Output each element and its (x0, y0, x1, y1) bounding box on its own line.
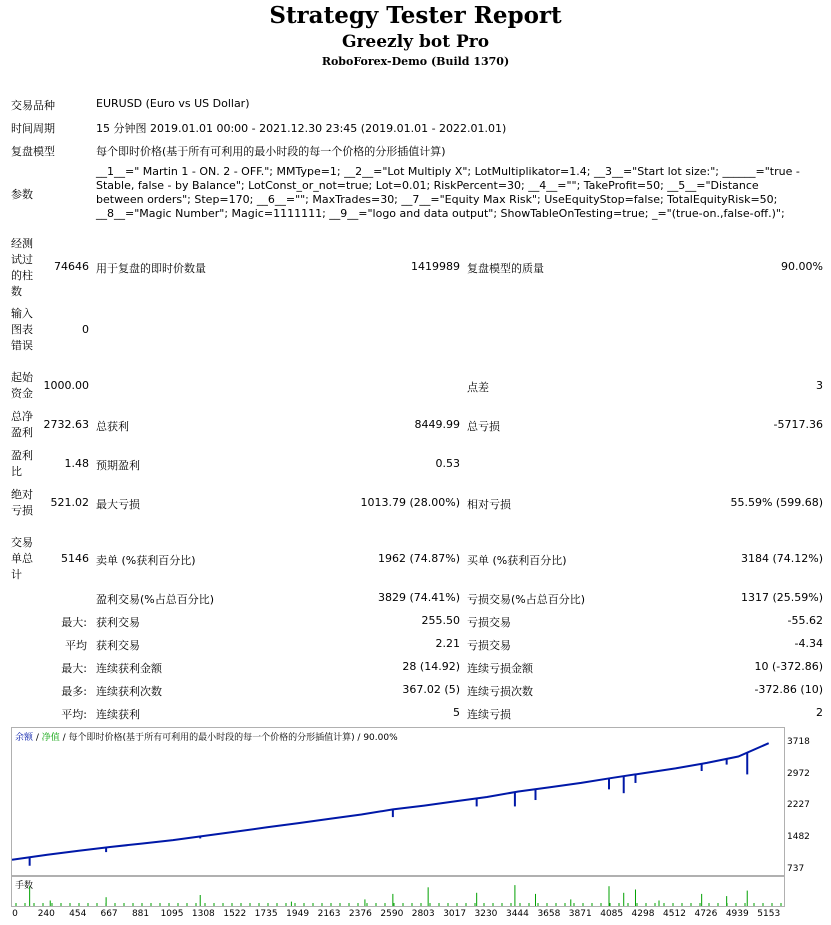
x-tick-12: 2590 (380, 909, 404, 919)
grossloss-value: -5717.36 (773, 418, 823, 431)
max-consec-wins-value: 28 (14.92) (402, 660, 460, 673)
avg-loss-value: -4.34 (794, 637, 823, 650)
x-tick-19: 4085 (600, 909, 624, 919)
largest-loss-value: -55.62 (787, 614, 823, 627)
x-tick-17: 3658 (537, 909, 561, 919)
avgc-loss-label: 连续亏损 (467, 708, 511, 721)
x-tick-23: 4939 (725, 909, 749, 919)
avg-loss-label: 亏损交易 (467, 639, 511, 652)
largest-loss-label: 亏损交易 (467, 616, 511, 629)
y-tick-4: 737 (787, 864, 805, 874)
largest-profit-value: 255.50 (421, 614, 460, 627)
lots-chart-label: 手数 (15, 881, 34, 891)
spread-label: 点差 (467, 381, 489, 394)
model-value: 每个即时价格(基于所有可利用的最小时段的每一个价格的分形插值计算) (96, 145, 446, 158)
x-tick-1: 240 (37, 909, 55, 919)
x-tick-7: 1522 (223, 909, 247, 919)
most-consec-profit-label: 连续获利次数 (96, 685, 162, 698)
grossprofit-label: 总获利 (96, 420, 129, 433)
x-tick-6: 1308 (191, 909, 215, 919)
ticks-value: 1419989 (411, 260, 460, 273)
pf-label: 盈利比 (11, 449, 33, 478)
bars-value: 74646 (54, 260, 89, 273)
avgc-loss-value: 2 (816, 706, 823, 719)
balance-line (12, 743, 769, 860)
symbol-value: EURUSD (Euro vs US Dollar) (96, 97, 250, 110)
period-label: 时间周期 (11, 122, 55, 135)
max-label: 最大: (61, 662, 87, 675)
most-consec-profit-value: 367.02 (5) (402, 683, 460, 696)
profit-trades-value: 3829 (74.41%) (377, 591, 460, 604)
grossloss-label: 总亏损 (467, 420, 500, 433)
x-tick-21: 4512 (663, 909, 686, 919)
maxdd-label: 最大亏损 (96, 498, 140, 511)
deposit-label: 起始资金 (11, 371, 33, 400)
deposit-value: 1000.00 (43, 379, 89, 392)
bars-label: 经测试过的柱数 (11, 237, 33, 298)
x-tick-2: 454 (69, 909, 87, 919)
x-tick-5: 1095 (160, 909, 184, 919)
x-tick-11: 2376 (348, 909, 372, 919)
x-tick-13: 2803 (411, 909, 435, 919)
loss-trades-value: 1317 (25.59%) (740, 591, 823, 604)
loss-trades-label: 亏损交易(%占总百分比) (467, 593, 586, 606)
max-consec-wins-label: 连续获利金额 (96, 662, 162, 675)
most-label: 最多: (61, 685, 87, 698)
errors-value: 0 (82, 323, 89, 336)
reldd-label: 相对亏损 (467, 498, 511, 511)
legend-rest: / 每个即时价格(基于所有可利用的最小时段的每一个价格的分形插值计算) / 90.00% (59, 733, 398, 743)
y-tick-1: 2972 (787, 768, 810, 779)
params-label: 参数 (11, 188, 33, 201)
max-consec-loss-label: 连续亏损金额 (467, 662, 533, 675)
reldd-value: 55.59% (599.68) (730, 496, 823, 509)
avg-profit-label: 获利交易 (96, 639, 140, 652)
x-tick-20: 4298 (631, 909, 655, 919)
legend-equity: 净值 (41, 733, 60, 743)
spread-value: 3 (816, 379, 823, 392)
avgc-wins-value: 5 (453, 706, 460, 719)
params-value: __1__=" Martin 1 - ON. 2 - OFF."; MMType=1; __2__="Lot Multiply X"; LotMultiplikator=1.4; __3__="Start lot size:"; ______="true - Stable, false - by Balance"; LotConst_or_not=true; Lot=0.01; RiskPercent=30; __4__=""; TakeProfit=50; __5__="Distance between orders"; Step=170; __6__=""; MaxTrades=30; __7__="Equity Max Risk"; UseEquityStop=false; TotalEquityRisk=50; __8__="Magic Number"; Magic=1111111; __9__="logo and data output"; ShowTableOnTesting=true; _="(true-on.,false-off.)"; (96, 165, 800, 220)
trades-value: 5146 (61, 552, 89, 565)
largest-label: 最大: (61, 616, 87, 629)
x-tick-22: 4726 (694, 909, 718, 919)
most-consec-loss-value: -372.86 (10) (754, 683, 823, 696)
bot-name: Greezly bot Pro (341, 32, 490, 52)
profit-trades-label: 盈利交易(%占总百分比) (96, 593, 215, 606)
legend-sep: / (33, 733, 42, 743)
x-tick-14: 3017 (443, 909, 467, 919)
lots-chart (11, 876, 785, 907)
x-tick-18: 3871 (568, 909, 592, 919)
netprofit-value: 2732.63 (43, 418, 89, 431)
ticks-label: 用于复盘的即时价数量 (96, 262, 206, 275)
grossprofit-value: 8449.99 (414, 418, 460, 431)
pf-value: 1.48 (64, 457, 89, 470)
balance-chart-svg (12, 728, 784, 875)
errors-label: 输入图表错误 (11, 307, 33, 352)
avg-label: 平均 (65, 639, 87, 652)
y-tick-2: 2227 (787, 800, 810, 811)
y-tick-0: 3718 (787, 736, 810, 747)
x-tick-4: 881 (131, 909, 150, 919)
max-consec-loss-value: 10 (-372.86) (754, 660, 823, 673)
period-value: 15 分钟图 2019.01.01 00:00 - 2021.12.30 23:45 (2019.01.01 - 2022.01.01) (96, 122, 507, 135)
trades-label: 交易单总计 (11, 536, 33, 581)
long-value: 3184 (74.12%) (740, 552, 823, 565)
short-value: 1962 (74.87%) (377, 552, 460, 565)
largest-profit-label: 获利交易 (96, 616, 140, 629)
netprofit-label: 总净盈利 (11, 410, 33, 439)
avg-profit-value: 2.21 (435, 637, 460, 650)
x-tick-10: 2163 (317, 909, 341, 919)
quality-label: 复盘模型的质量 (467, 262, 544, 275)
symbol-label: 交易品种 (11, 99, 55, 112)
quality-value: 90.00% (781, 260, 823, 273)
payoff-value: 0.53 (435, 457, 460, 470)
x-tick-24: 5153 (757, 909, 781, 919)
avgc-wins-label: 连续获利 (96, 708, 140, 721)
balance-chart (11, 727, 785, 876)
avgc-label: 平均: (61, 708, 87, 721)
report-title: Strategy Tester Report (269, 2, 562, 29)
server-name: RoboForex-Demo (Build 1370) (321, 55, 510, 68)
absdd-value: 521.02 (50, 496, 89, 509)
x-tick-8: 1735 (254, 909, 278, 919)
x-tick-9: 1949 (286, 909, 310, 919)
maxdd-value: 1013.79 (28.00%) (360, 496, 460, 509)
x-tick-0: 0 (12, 909, 18, 919)
x-tick-3: 667 (100, 909, 118, 919)
payoff-label: 预期盈利 (96, 459, 140, 472)
legend-balance: 余额 (15, 733, 34, 743)
absdd-label: 绝对亏损 (11, 488, 33, 517)
y-tick-3: 1482 (787, 832, 810, 843)
most-consec-loss-label: 连续亏损次数 (467, 685, 533, 698)
long-label: 买单 (%获利百分比) (467, 554, 567, 567)
lots-chart-svg (12, 877, 784, 906)
x-tick-15: 3230 (474, 909, 498, 919)
x-tick-16: 3444 (505, 909, 529, 919)
short-label: 卖单 (%获利百分比) (96, 554, 196, 567)
model-label: 复盘模型 (11, 145, 55, 158)
